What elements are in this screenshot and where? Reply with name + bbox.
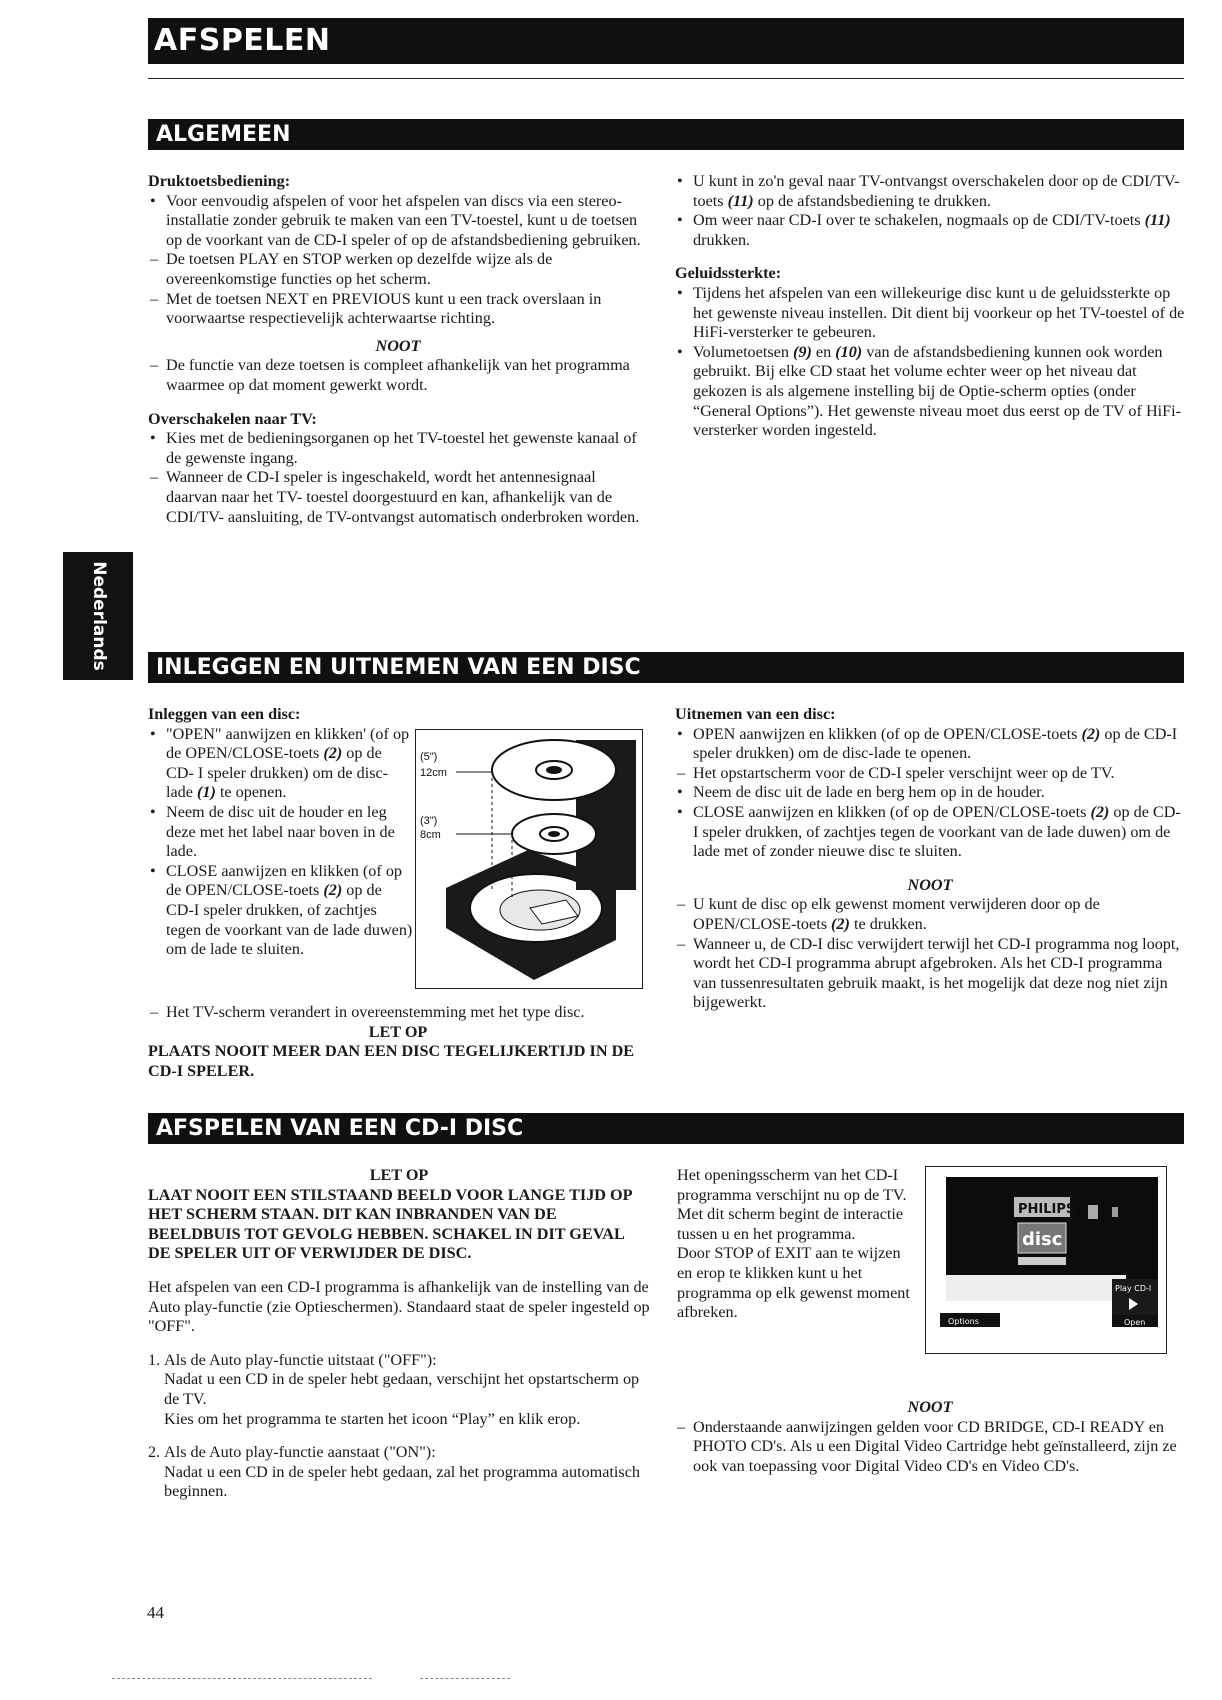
section-title-inleggen: INLEGGEN EN UITNEMEN VAN EEN DISC xyxy=(148,652,1184,683)
side-tab-label: Nederlands xyxy=(88,561,109,671)
list-item: – Wanneer u, de CD-I disc verwijdert terwijl het CD-I programma nog loopt, wordt het CD-I programma abrupt afgebroken. Als het CD-I programma van tussenresultaten gebruik maakt, is het mogelijk dat deze nog niet zijn bijgewerkt. xyxy=(677,934,1180,1012)
section-title-afspelen-cdi: AFSPELEN VAN EEN CD-I DISC xyxy=(148,1113,1184,1144)
list-item: – Wanneer de CD-I speler is ingeschakeld, wordt het antennesignaal daarvan naar het TV- toestel doorgestuurd en kan, afhankelijk van de CDI/TV- aansluiting, de TV-ontvangst automatisch onderbroken worden. xyxy=(150,468,640,526)
list-item: • Neem de disc uit de lade en berg hem op in de houder. xyxy=(677,783,1045,802)
warning-label: LET OP xyxy=(368,1022,428,1041)
eject-disc-heading: Uitnemen van een disc: xyxy=(675,705,836,723)
page-title: AFSPELEN xyxy=(148,18,1184,64)
philips-logo-text: PHILIPS xyxy=(1018,1202,1076,1217)
numbered-item: 2. Als de Auto play-functie aanstaat ("ON"): xyxy=(148,1443,436,1462)
druktoets-heading: Druktoetsbediening: xyxy=(148,172,291,190)
opening-screen-text: Het openingsscherm van het CD-I programma verschijnt nu op de TV. Met dit scherm begint de interactie tussen u en het programma. xyxy=(677,1166,907,1243)
scan-artifact xyxy=(420,1678,510,1679)
disc-tray-illustration xyxy=(415,729,643,989)
list-item: • Volumetoetsen (9) en (10) van de afstandsbediening kunnen ook worden gebruikt. Bij elke CD staat het volume echter weer op het niveau dat gekozen is als algemene instelling bij de Optie-scherm opties (onder “General Options”). Het gewenste niveau moet dus eerst op de TV of HiFi-versterker worden ingesteld. xyxy=(677,342,1182,440)
list-item: – Met de toetsen NEXT en PREVIOUS kunt u een track overslaan in voorwaartse respectievelijk achterwaartse richting. xyxy=(150,289,602,328)
warning-text: LAAT NOOIT EEN STILSTAAND BEELD VOOR LANGE TIJD OP HET SCHERM STAAN. DIT KAN INBRANDEN VAN DE BEELDBUIS TOT GEVOLG HEBBEN. SCHAKEL IN DIT GEVAL DE SPELER UIT OF VERWIJDER DE DISC. xyxy=(148,1185,632,1263)
list-item: • Voor eenvoudig afspelen of voor het afspelen van discs via een stereo-installatie zonder gebruik te maken van een TV-toestel, kunt u de toetsen op de voorkant van de CD-I speler of op de afstandsbediening gebruiken. xyxy=(150,191,641,249)
disc-tray-drawing xyxy=(416,730,642,988)
numbered-item-text: Nadat u een CD in de speler hebt gedaan, verschijnt het opstartscherm op de TV. xyxy=(164,1370,640,1408)
autoplay-intro: Het afspelen van een CD-I programma is afhankelijk van de instelling van de Auto play-functie (zie Optieschermen). Standaard staat de speler ingesteld op "OFF". xyxy=(148,1277,650,1336)
opening-screen-illustration xyxy=(925,1166,1167,1354)
disc-size-label: (5") xyxy=(420,751,438,763)
options-button-label: Options xyxy=(948,1317,979,1326)
disc-size-label: (3") xyxy=(420,815,438,827)
scan-artifact xyxy=(112,1678,372,1679)
list-item: • CLOSE aanwijzen en klikken (of op de OPEN/CLOSE-toets (2) op de CD-I speler drukken, of zachtjes tegen de voorkant van de lade duwen) om de lade met of zonder nieuwe disc te sluiten. xyxy=(677,802,1181,861)
afspelen-left-column xyxy=(148,1166,650,1502)
inleggen-left-column xyxy=(148,705,413,960)
tv-switch-heading: Overschakelen naar TV: xyxy=(148,409,317,428)
list-item: – Onderstaande aanwijzingen gelden voor CD BRIDGE, CD-I READY en PHOTO CD's. Als u een Digital Video Cartridge hebt geïnstalleerd, zijn ze ook van toepassing voor Digital Video CD's en Video CD's. xyxy=(677,1417,1177,1475)
algemeen-left-column xyxy=(148,172,648,527)
list-item: • OPEN aanwijzen en klikken (of op de OPEN/CLOSE-toets (2) op de CD-I speler drukken) om de disc-lade te openen. xyxy=(677,724,1178,763)
list-item: • Tijdens het afspelen van een willekeurige disc kunt u de geluidssterkte op het gewenste niveau instellen. Dit dient bij voorkeur op het TV-toestel of de HiFi-versterker te gebeuren. xyxy=(677,283,1185,342)
list-item: • "OPEN" aanwijzen en klikken' (of op de OPEN/CLOSE-toets (2) op de CD- I speler drukken) om de disc-lade (1) te openen. xyxy=(150,724,410,802)
list-item: – Het opstartscherm voor de CD-I speler verschijnt weer op de TV. xyxy=(677,763,1115,782)
list-item: – U kunt de disc op elk gewenst moment verwijderen door op de OPEN/CLOSE-toets (2) te drukken. xyxy=(677,895,1100,933)
uitnemen-right-column xyxy=(675,705,1185,1013)
open-button-label: Open xyxy=(1124,1318,1146,1327)
section-title-algemeen: ALGEMEEN xyxy=(148,119,1184,150)
stop-exit-text: Door STOP of EXIT aan te wijzen en erop te klikken kunt u het programma op elk gewenst moment afbreken. xyxy=(677,1244,910,1322)
opening-screen-drawing xyxy=(926,1167,1166,1353)
list-item: – Het TV-scherm verandert in overeenstemming met het type disc. xyxy=(150,1003,585,1021)
volume-heading: Geluidssterkte: xyxy=(675,264,782,283)
warning-label: LET OP xyxy=(369,1166,429,1184)
note-label: NOOT xyxy=(907,1398,953,1416)
header-rule xyxy=(148,78,1184,79)
page-number: 44 xyxy=(147,1603,164,1622)
insert-disc-heading: Inleggen van een disc: xyxy=(148,705,301,723)
play-cdi-label: Play CD-I xyxy=(1115,1284,1152,1293)
list-item: – De toetsen PLAY en STOP werken op dezelfde wijze als de overeenkomstige functies op het scherm. xyxy=(150,250,553,288)
algemeen-right-column xyxy=(675,172,1185,441)
disc-size-label: 8cm xyxy=(420,829,441,841)
warning-text: PLAATS NOOIT MEER DAN EEN DISC TEGELIJKERTIJD IN DE CD-I SPELER. xyxy=(148,1042,635,1080)
list-item: – De functie van deze toetsen is compleet afhankelijk van het programma waarmee op dat moment gewerkt wordt. xyxy=(150,356,630,394)
inleggen-left-tail xyxy=(148,1003,648,1081)
list-item: • CLOSE aanwijzen en klikken (of op de OPEN/CLOSE-toets (2) op de CD-I speler drukken, of zachtjes tegen de voorkant van de lade duwen) om de lade te sluiten. xyxy=(150,861,413,959)
disc-size-label: 12cm xyxy=(420,767,447,779)
list-item: • Neem de disc uit de houder en leg deze met het label naar boven in de lade. xyxy=(150,802,395,861)
numbered-item: 1. Als de Auto play-functie uitstaat ("OFF"): xyxy=(148,1350,437,1369)
list-item: • Kies met de bedieningsorganen op het TV-toestel het gewenste kanaal of de gewenste ingang. xyxy=(150,429,637,467)
afspelen-right-text xyxy=(677,1166,917,1323)
list-item: • U kunt in zo'n geval naar TV-ontvangst overschakelen door op de CDI/TV-toets (11) op de afstandsbediening te drukken. xyxy=(677,172,1180,210)
note-label: NOOT xyxy=(375,336,421,355)
disc-logo-text: disc xyxy=(1022,1229,1063,1250)
numbered-item-text: Kies om het programma te starten het icoon “Play” en klik erop. xyxy=(164,1409,581,1428)
afspelen-right-note xyxy=(675,1398,1185,1476)
numbered-item-text: Nadat u een CD in de speler hebt gedaan, zal het programma automatisch beginnen. xyxy=(164,1462,641,1501)
note-label: NOOT xyxy=(907,875,953,894)
list-item: • Om weer naar CD-I over te schakelen, nogmaals op de CDI/TV-toets (11) drukken. xyxy=(677,211,1171,249)
language-side-tab xyxy=(63,552,133,680)
